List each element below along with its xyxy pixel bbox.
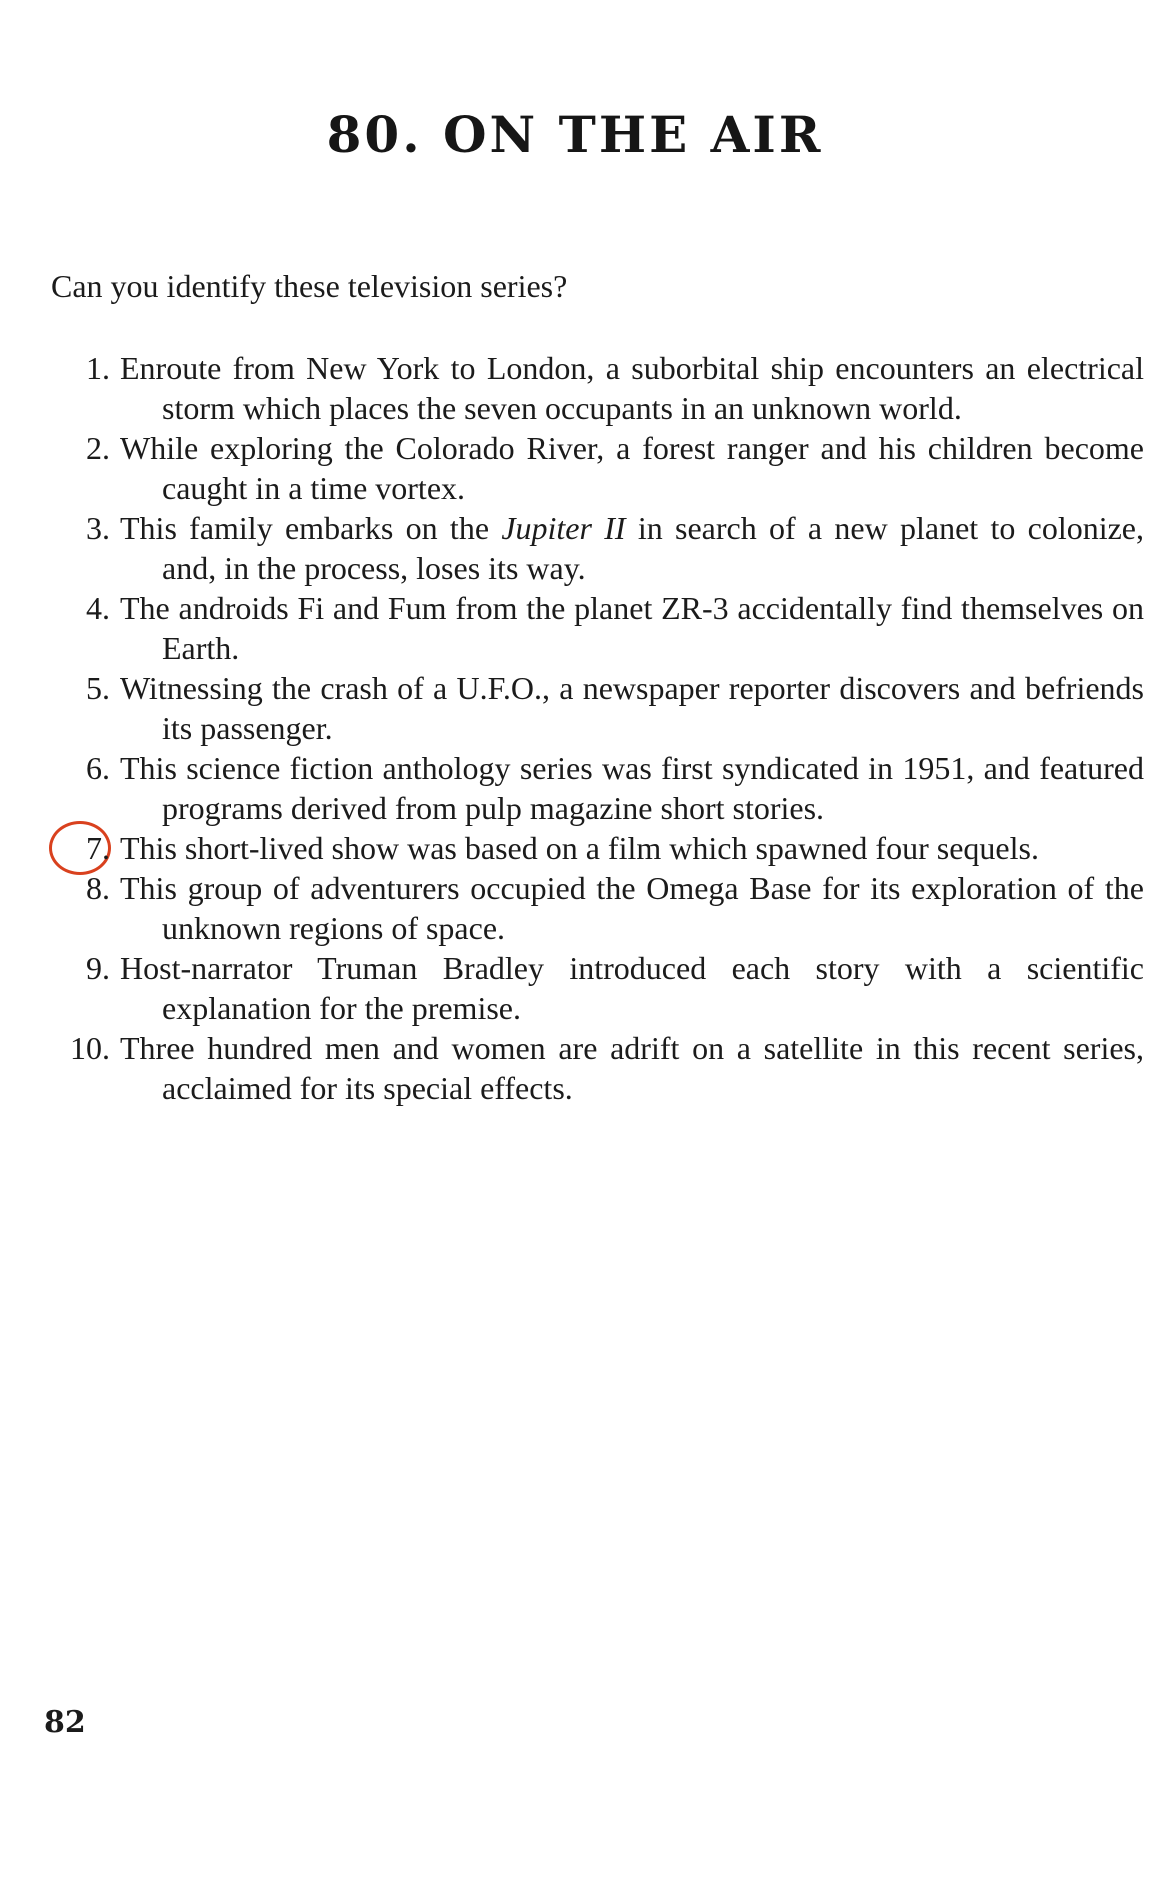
item-text: The androids Fi and Fum from the planet ZR-3 accidentally find themselves on Earth. <box>120 590 1144 666</box>
item-text-start: This family embarks on the <box>120 510 502 546</box>
item-text: This short-lived show was based on a film which spawned four sequels. <box>120 830 1039 866</box>
item-text: This science fiction anthology series was first syndicated in 1951, and featured programs derived from pulp magazine short stories. <box>120 750 1144 826</box>
list-item <box>0 668 1150 748</box>
item-number: 10. <box>70 1030 110 1066</box>
item-number: 9. <box>86 950 110 986</box>
list-item <box>0 428 1150 508</box>
item-number: 6. <box>86 750 110 786</box>
item-number: 2. <box>86 430 110 466</box>
page-title: 80. ON THE AIR <box>326 105 824 164</box>
ship-name: Jupiter II <box>501 510 626 546</box>
item-text: Enroute from New York to London, a suborbital ship encounters an electrical storm which places the seven occupants in an unknown world. <box>120 350 1144 426</box>
item-number: 8. <box>86 870 110 906</box>
item-number: 1. <box>86 350 110 386</box>
list-item <box>0 1028 1150 1108</box>
list-item <box>0 348 1150 428</box>
page-number: 82 <box>44 1705 86 1740</box>
item-text-end: in search of a new planet to colonize, and, in the process, loses its way. <box>162 510 1145 586</box>
item-text <box>120 508 1144 588</box>
item-number: 5. <box>86 670 110 706</box>
item-text: While exploring the Colorado River, a forest ranger and his children become caught in a time vortex. <box>120 430 1144 506</box>
list-item <box>0 508 1150 588</box>
item-number: 4. <box>86 590 110 626</box>
list-item <box>0 748 1150 828</box>
item-text: Three hundred men and women are adrift on a satellite in this recent series, acclaimed for its special effects. <box>120 1030 1144 1106</box>
list-item <box>0 868 1150 948</box>
item-number: 3. <box>86 510 110 546</box>
list-item <box>0 588 1150 668</box>
list-item <box>0 948 1150 1028</box>
intro-text: Can you identify these television series? <box>51 268 568 304</box>
item-text: Host-narrator Truman Bradley introduced each story with a scientific explanation for the premise. <box>120 950 1144 1026</box>
list-item-circled <box>0 828 1150 868</box>
item-text: This group of adventurers occupied the Omega Base for its exploration of the unknown regions of space. <box>120 870 1144 946</box>
question-list <box>0 348 1150 1108</box>
item-number: 7. <box>86 830 110 866</box>
item-text: Witnessing the crash of a U.F.O., a newspaper reporter discovers and befriends its passenger. <box>120 670 1144 746</box>
